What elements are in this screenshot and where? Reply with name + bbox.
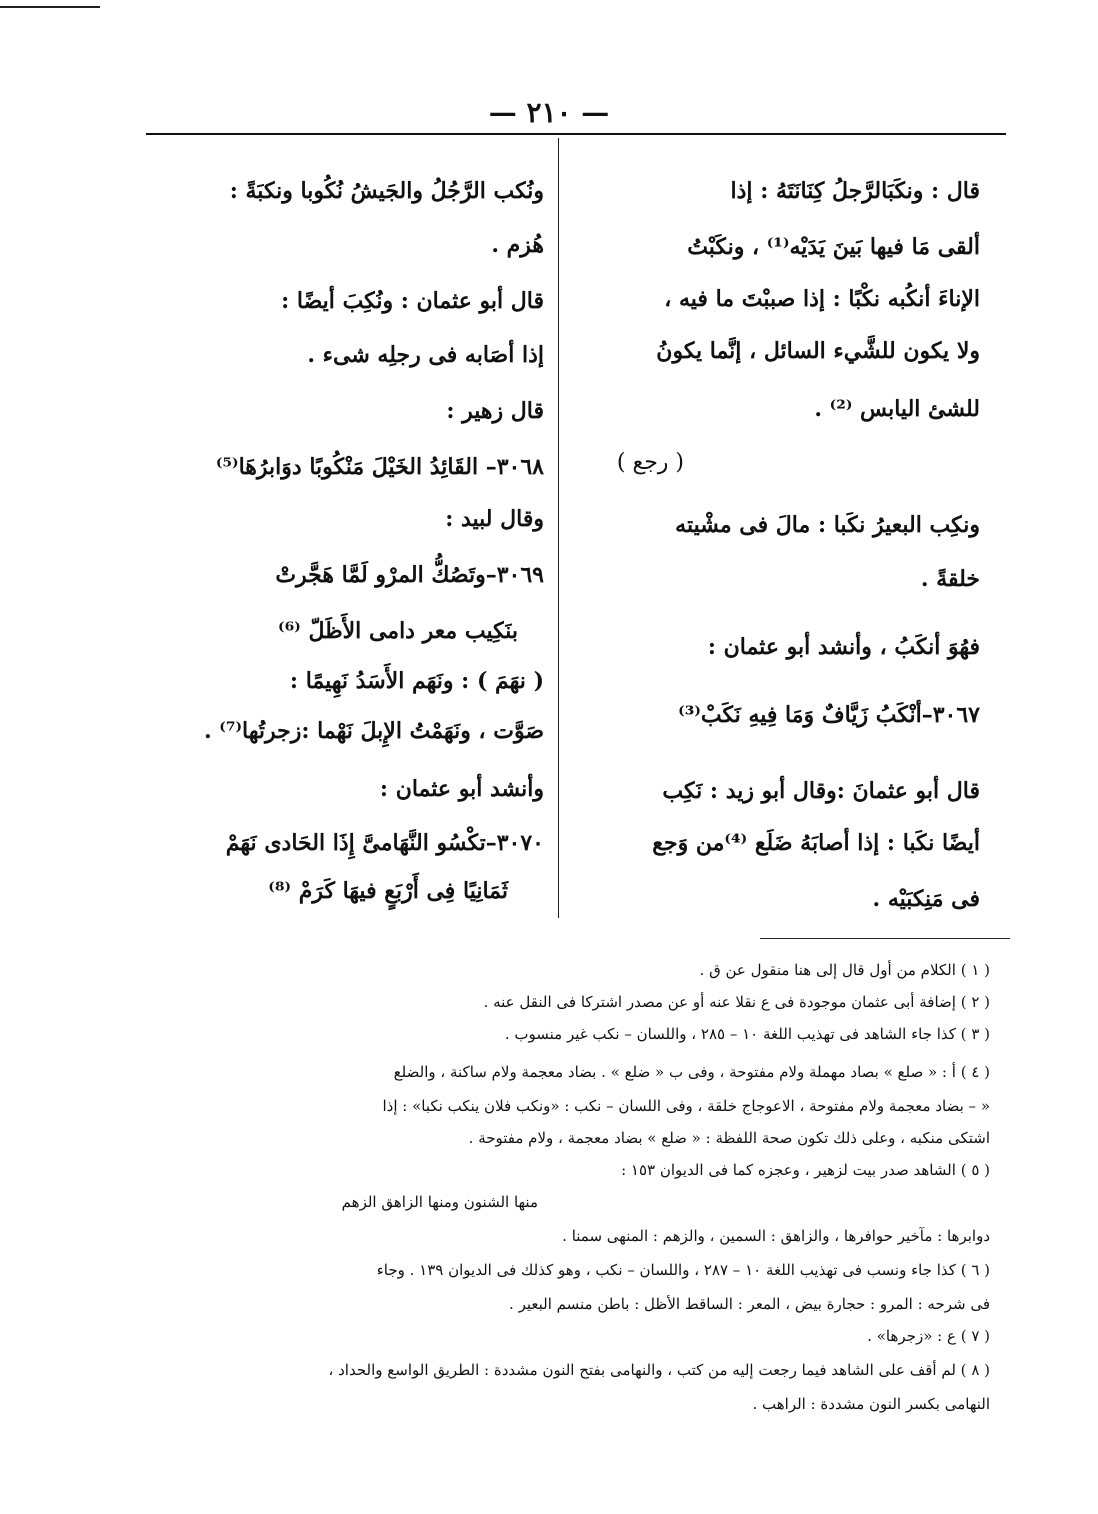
left-line-5: قال زهير : (446, 398, 544, 424)
right-line-7: ونكِب البعيرُ نكَبا : مالَ فى مشْيته (675, 512, 980, 538)
right-line-3: الإناءَ أنكُبه نكْبًا : إذا صببْتَ ما فيه ، (664, 286, 980, 312)
left-line-10: ( نهَمَ ) : ونَهَم الأَسَدُ نَهِيمًا : (289, 668, 544, 694)
left-line-12: وأنشد أبو عثمان : (379, 776, 544, 802)
footnote-5-cont: دوابرها : مآخير حوافرها ، والزاهق : السمين ، والزهم : المنهى سمنا . (562, 1227, 990, 1245)
footnote-1: ( ١ ) الكلام من أول قال إلى هنا منقول عن ق . (699, 961, 990, 979)
right-line-4: ولا يكون للشَّيء السائل ، إنَّما يكونُ (656, 338, 980, 364)
footnote-5-verse: منها الشنون ومنها الزاهق الزهم (341, 1193, 538, 1211)
footnote-6-cont: فى شرحه : المرو : حجارة بيض ، المعر : الساقط الأظل : باطن منسم البعير . (509, 1295, 990, 1313)
footnote-4-cont-2: اشتكى منكبه ، وعلى ذلك تكون صحة اللفظة : « ضلع » بضاد معجمة ، ولام مفتوحة . (468, 1129, 990, 1147)
footnote-6: ( ٦ ) كذا جاء ونسب فى تهذيب اللغة ١٠ – ٢٨٧ ، واللسان – نكب ، وهو كذلك فى الديوان ١٣٩ . وجاء (376, 1261, 990, 1279)
footnote-8-cont: النهامى بكسر النون مشددة : الراهب . (752, 1395, 990, 1413)
right-line-9: فهُوَ أنكَبُ ، وأنشد أبو عثمان : (707, 634, 980, 660)
left-line-3: قال أبو عثمان : ونُكِبَ أيضًا : (281, 288, 544, 314)
verse-3070: ٣٠٧٠–تكْسُو النَّهَامىَّ إِذَا الحَادى نَهَمْ (225, 830, 544, 856)
right-line-2: ألقى مَا فيها بَينَ يَدَيْه⁽¹⁾ ، ونكَبْتُ (687, 234, 980, 260)
footnote-3: ( ٣ ) كذا جاء الشاهد فى تهذيب اللغة ١٠ – ٢٨٥ ، واللسان – نكب غير منسوب . (504, 1025, 990, 1043)
footnote-8: ( ٨ ) لم أقف على الشاهد فيما رجعت إليه من كتب ، والنهامى بفتح النون مشددة : الطريق الواسع والحداد ، (328, 1361, 990, 1379)
verse-3067: ٣٠٦٧–أنْكَبُ زَيَّافٌ وَمَا فِيهِ نَكَبْ⁽³⁾ (678, 702, 980, 728)
column-divider (558, 138, 559, 918)
left-line-1: ونُكب الرَّجُلُ والجَيشُ نُكُوبا ونكبَةً : (229, 178, 544, 204)
verse-3069-second-half: بنَكِيب معر دامى الأَظَلّ ⁽⁶⁾ (278, 618, 518, 644)
left-line-11: صَوَّت ، ونَهَمْتُ الإِبلَ نَهْما :زجرتُها⁽⁷⁾ . (203, 718, 544, 744)
right-line-13: فى مَنِكبَيْه . (872, 886, 980, 912)
verse-3070-second-half: ثَمَانِيًا فِى أَرْبَعٍ فيهَا كَرَمْ ⁽⁸⁾ (268, 878, 508, 904)
footnote-rule (760, 938, 1010, 939)
left-line-7: وقال لبيد : (445, 506, 544, 532)
footnote-4-cont-1: « – بضاد معجمة ولام مفتوحة ، الاعوجاج خلقة ، وفى اللسان – نكب : «ونكب فلان ينكب نكبا» : إذا (382, 1097, 990, 1115)
footnote-5: ( ٥ ) الشاهد صدر بيت لزهير ، وعجزه كما فى الديوان ١٥٣ : (621, 1161, 990, 1179)
right-line-1: قال : ونكَبَالرَّجلُ كِنَانَتَهُ : إذا (730, 178, 980, 204)
verse-3068: ٣٠٦٨– القَائِدُ الخَيْلَ مَنْكُوبًا دوَابرُهَا⁽⁵⁾ (215, 454, 544, 480)
left-line-4: إذا أصَابه فى رجلِه شىء . (307, 342, 544, 368)
right-line-5: للشئ اليابس ⁽²⁾ . (814, 396, 980, 422)
footnote-2: ( ٢ ) إضافة أبى عثمان موجودة فى ع نقلا عنه أو عن مصدر اشتركا فى النقل عنه . (483, 993, 990, 1011)
header-rule (146, 133, 1006, 135)
section-heading-raja: ( رجع ) (616, 450, 684, 475)
footnote-4: ( ٤ ) أ : « صلع » بصاد مهملة ولام مفتوحة ، وفى ب « ضلع » . بضاد معجمة ولام ساكنة ، والضلع (393, 1063, 990, 1081)
verse-3069: ٣٠٦٩–وتَصُكُّ المرْو لَمَّا هَجَّرتْ (275, 562, 544, 588)
right-line-8: خلقةً . (920, 566, 980, 592)
footnote-7: ( ٧ ) ع : «زجرها» . (867, 1327, 990, 1345)
right-line-11: قال أبو عثمانَ :وقال أبو زيد : نَكِب (662, 778, 980, 804)
left-line-2: هُزم . (491, 232, 544, 258)
page-number: — ٢١٠ — (488, 96, 610, 129)
right-line-12: أيضًا نكَبا : إذا أصابَهُ ضَلَع ⁽⁴⁾من وَجع (652, 830, 980, 856)
corner-rule (0, 6, 100, 8)
